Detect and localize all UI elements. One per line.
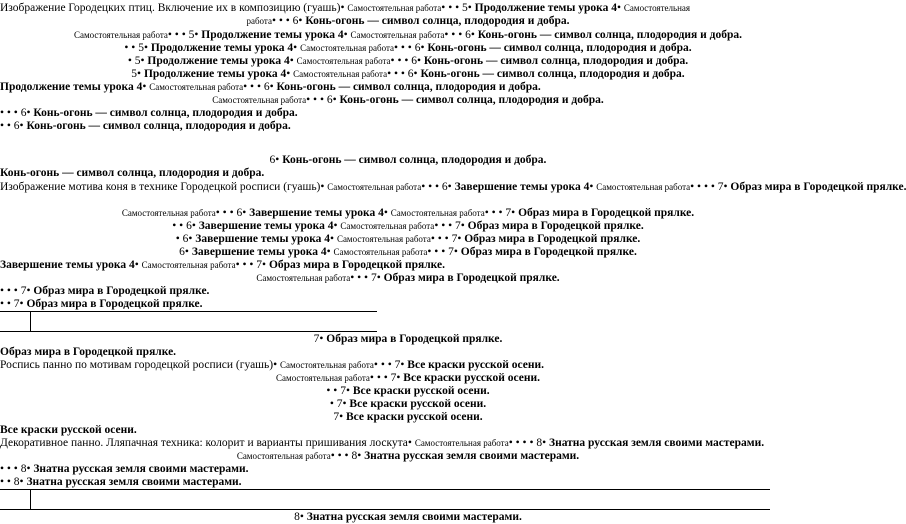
text-line: [0, 207, 816, 220]
text-line: [0, 68, 816, 81]
body-text: • • 6•: [172, 220, 199, 232]
body-text: • • 8•: [0, 476, 27, 488]
text-line: [0, 167, 816, 180]
text-line: [0, 411, 816, 424]
bold-heading-text: Завершение темы урока 4: [249, 207, 384, 219]
bold-heading-text: Конь-огонь — символ солнца, плодородия и добра.: [0, 167, 265, 179]
text-line: [0, 120, 816, 133]
bold-heading-text: Завершение темы урока 4: [195, 233, 331, 245]
body-text: • • 7•: [326, 385, 353, 397]
small-label-text: Самостоятельная работа: [236, 451, 331, 461]
text-line: [0, 42, 816, 55]
body-text: •: [589, 181, 597, 193]
bold-heading-text: Образ мира в Городецкой прялке.: [730, 181, 906, 193]
body-text: • • • 6•: [215, 207, 250, 219]
body-text: •: [330, 233, 337, 245]
small-label-text: Самостоятельная работа: [300, 43, 394, 53]
text-line: [0, 94, 816, 107]
body-text: • • • 6•: [0, 107, 34, 119]
bold-heading-text: Завершение темы урока 4: [454, 181, 590, 193]
bold-heading-text: Знатна русская земля своими мастерами.: [33, 463, 249, 475]
bold-heading-text: Образ мира в Городецкой прялке.: [383, 272, 560, 284]
bold-heading-text: Конь-огонь — символ солнца, плодородия и добра.: [427, 42, 692, 54]
bold-heading-text: Образ мира в Городецкой прялке.: [467, 220, 644, 232]
table-rule: [0, 509, 770, 510]
small-label-text: Самостоятельная работа: [347, 3, 442, 13]
body-text: • • • 5•: [441, 2, 475, 14]
bold-heading-text: Образ мира в Городецкой прялке.: [460, 246, 637, 258]
text-line: [0, 437, 816, 450]
body-text: • 7•: [329, 398, 350, 410]
body-text: Изображение мотива коня в технике Городецкой росписи (гуашь)•: [0, 181, 328, 193]
bold-heading-text: Продолжение темы урока 4: [0, 81, 143, 93]
small-label-text: Самостоятельная работа: [333, 247, 428, 257]
body-text: • 6•: [175, 233, 196, 245]
text-line: [0, 181, 906, 194]
text-line: [0, 424, 816, 437]
bold-heading-text: Знатна русская земля своими мастерами.: [26, 476, 242, 488]
small-label-text: Самостоятельная работа: [280, 360, 374, 370]
text-line: [0, 298, 816, 311]
small-label-text: Самостоятельная работа: [141, 260, 236, 270]
body-text: •: [289, 55, 297, 67]
text-line: [0, 511, 816, 524]
text-line: [0, 385, 816, 398]
body-text: • • • 6•: [306, 94, 340, 106]
body-text: • • • 7•: [484, 207, 519, 219]
small-label-text: работа: [246, 16, 272, 26]
body-text: •: [293, 42, 301, 54]
table-rule: [0, 489, 770, 490]
body-text: 7•: [313, 333, 327, 345]
text-line: [0, 154, 816, 167]
body-text: • • • 6•: [387, 68, 421, 80]
bold-heading-text: Все краски русской осени.: [345, 411, 483, 423]
small-label-text: Самостоятельная работа: [121, 208, 216, 218]
text-line: [0, 372, 816, 385]
table-rule: [0, 331, 377, 332]
small-label-text: Самостоятельная работа: [340, 221, 435, 231]
body-text: • • • 7•: [427, 246, 461, 258]
body-text: • • • 6•: [444, 29, 478, 41]
text-line: [0, 476, 816, 489]
body-text: 5•: [131, 68, 144, 80]
bold-heading-text: Конь-огонь — символ солнца, плодородия и добра.: [33, 107, 298, 119]
small-label-text: Самостоятельная работа: [293, 69, 388, 79]
body-text: • • • 7•: [373, 359, 408, 371]
bold-heading-text: Образ мира в Городецкой прялке.: [26, 298, 203, 310]
small-label-text: Самостоятельная работа: [149, 82, 244, 92]
bold-heading-text: Продолжение темы урока 4: [147, 55, 290, 67]
body-text: • • • 7•: [0, 285, 34, 297]
small-label-text: Самостоятельная работа: [350, 30, 445, 40]
bold-heading-text: Все краски русской осени.: [349, 398, 487, 410]
bold-heading-text: Все краски русской осени.: [0, 424, 137, 436]
bold-heading-text: Продолжение темы урока 4: [474, 2, 617, 14]
text-line: [0, 2, 816, 15]
bold-heading-text: Знатна русская земля своими мастерами.: [306, 511, 522, 523]
bold-heading-text: Конь-огонь — символ солнца, плодородия и добра.: [423, 55, 689, 67]
body-text: •: [383, 207, 391, 219]
text-line: [0, 15, 816, 28]
bold-heading-text: Образ мира в Городецкой прялке.: [326, 333, 503, 345]
body-text: •: [286, 68, 294, 80]
table-rule: [30, 489, 31, 509]
bold-heading-text: Продолжение темы урока 4: [201, 29, 344, 41]
bold-heading-text: Образ мира в Городецкой прялке.: [0, 346, 177, 358]
text-line: [0, 285, 816, 298]
text-line: [0, 81, 816, 94]
bold-heading-text: Завершение темы урока 4: [198, 220, 334, 232]
body-text: • • • 7•: [369, 372, 404, 384]
text-line: [0, 359, 816, 372]
body-text: •: [616, 2, 624, 14]
table-rule: [0, 311, 377, 312]
text-line: [0, 272, 816, 285]
bold-heading-text: Конь-огонь — символ солнца, плодородия и добра.: [26, 120, 291, 132]
small-label-text: Самостоятельная работа: [296, 56, 391, 66]
body-text: Роспись панно по мотивам городецкой росписи (гуашь)•: [0, 359, 280, 371]
bold-heading-text: Образ мира в Городецкой прялке.: [33, 285, 210, 297]
small-label-text: Самостоятельная работа: [256, 273, 351, 283]
small-label-text: Самостоятельная работа: [336, 234, 431, 244]
bold-heading-text: Конь-огонь — символ солнца, плодородия и добра.: [305, 15, 570, 27]
text-line: [0, 259, 816, 272]
small-label-text: Самостоятельная работа: [327, 182, 422, 192]
body-text: • • • 6•: [394, 42, 428, 54]
body-text: • • • 7•: [235, 259, 269, 271]
body-text: 6•: [179, 246, 192, 258]
bold-heading-text: Образ мира в Городецкой прялке.: [268, 259, 445, 271]
body-text: • • • 7•: [350, 272, 384, 284]
body-text: • • 5•: [124, 42, 151, 54]
text-line: [0, 346, 816, 359]
body-text: Декоративное панно. Лляпачная техника: колорит и варианты пришивания лоскута•: [0, 437, 415, 449]
body-text: • • • 6•: [421, 181, 455, 193]
small-label-text: Самостоятельная работа: [414, 438, 509, 448]
body-text: • • • 6•: [243, 81, 277, 93]
body-text: • • • 7•: [430, 233, 465, 245]
text-line: [0, 220, 816, 233]
small-label-text: Самостоятельная работа: [390, 208, 485, 218]
body-text: • • • 5•: [167, 29, 202, 41]
body-text: • • • 8•: [0, 463, 34, 475]
bold-heading-text: Конь-огонь — символ солнца, плодородия и добра.: [276, 81, 541, 93]
bold-heading-text: Знатна русская земля своими мастерами.: [364, 450, 580, 462]
text-line: [0, 333, 816, 346]
body-text: • • 6•: [0, 120, 27, 132]
body-text: • • • • 8•: [508, 437, 549, 449]
bold-heading-text: Конь-огонь — символ солнца, плодородия и добра.: [477, 29, 742, 41]
small-label-text: Самостоятельная: [623, 3, 691, 13]
body-text: •: [134, 259, 142, 271]
text-line: [0, 450, 816, 463]
bold-heading-text: Конь-огонь — символ солнца, плодородия и добра.: [339, 94, 604, 106]
body-text: 7•: [333, 411, 346, 423]
bold-heading-text: Все краски русской осени.: [403, 372, 540, 384]
body-text: 8•: [294, 511, 307, 523]
body-text: • • • 6•: [390, 55, 424, 67]
bold-heading-text: Завершение темы урока 4: [191, 246, 327, 258]
body-text: • • • 8•: [330, 450, 365, 462]
body-text: •: [326, 246, 334, 258]
text-line: [0, 233, 816, 246]
bold-heading-text: Образ мира в Городецкой прялке.: [464, 233, 641, 245]
small-label-text: Самостоятельная работа: [73, 30, 168, 40]
body-text: •: [142, 81, 150, 93]
body-text: • • • 6•: [271, 15, 306, 27]
bold-heading-text: Завершение темы урока 4: [0, 259, 135, 271]
bold-heading-text: Продолжение темы урока 4: [143, 68, 287, 80]
body-text: • • • • 7•: [690, 181, 731, 193]
small-label-text: Самостоятельная работа: [596, 182, 691, 192]
body-text: 6•: [269, 154, 283, 166]
table-rule: [30, 311, 31, 331]
text-line: [0, 463, 816, 476]
bold-heading-text: Конь-огонь — символ солнца, плодородия и добра.: [282, 154, 547, 166]
small-label-text: Самостоятельная работа: [212, 95, 307, 105]
bold-heading-text: Все краски русской осени.: [352, 385, 490, 397]
text-line: [0, 55, 816, 68]
bold-heading-text: Все краски русской осени.: [407, 359, 544, 371]
body-text: •: [343, 29, 351, 41]
text-line: [0, 107, 816, 120]
body-text: •: [333, 220, 341, 232]
text-line: [0, 29, 816, 42]
body-text: • • • 7•: [434, 220, 468, 232]
text-line: [0, 398, 816, 411]
body-text: • 5•: [127, 55, 148, 67]
bold-heading-text: Образ мира в Городецкой прялке.: [518, 207, 695, 219]
bold-heading-text: Продолжение темы урока 4: [150, 42, 294, 54]
text-line: [0, 246, 816, 259]
bold-heading-text: Знатна русская земля своими мастерами.: [549, 437, 765, 449]
bold-heading-text: Конь-огонь — символ солнца, плодородия и добра.: [420, 68, 685, 80]
small-label-text: Самостоятельная работа: [276, 373, 370, 383]
body-text: • • 7•: [0, 298, 27, 310]
body-text: Изображение Городецких птиц. Включение их в композицию (гуашь)•: [0, 2, 348, 14]
